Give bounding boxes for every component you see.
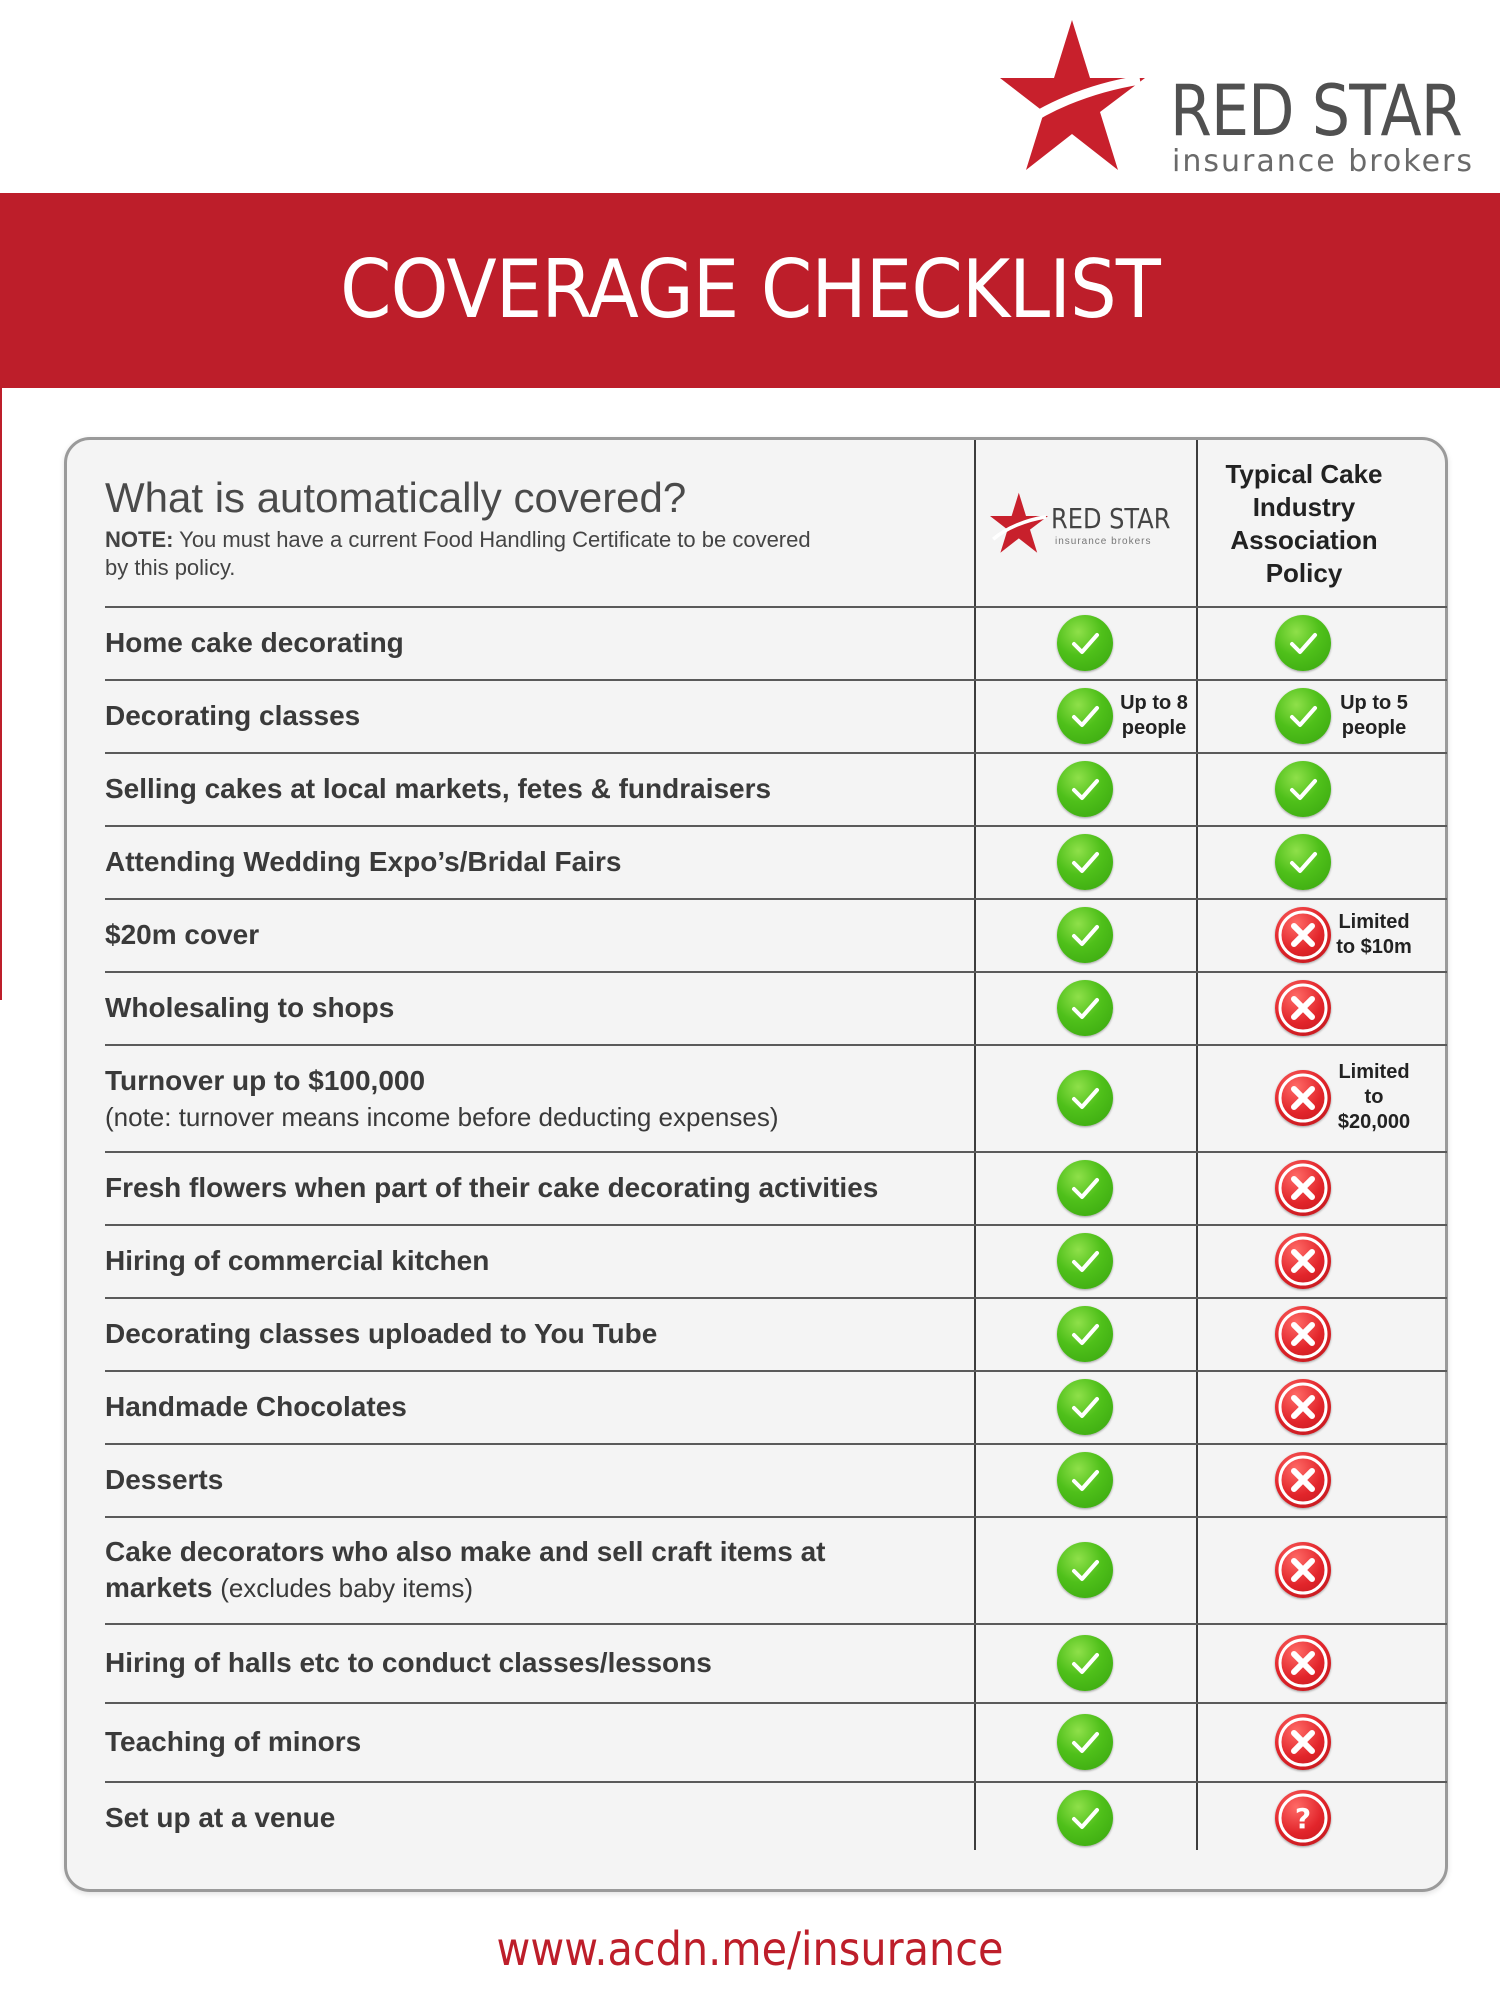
typical-limit-note: Limited to $10m <box>1336 910 1412 958</box>
row-label <box>105 698 985 734</box>
row-label-text: Hiring of halls etc to conduct classes/lessons <box>105 1646 712 1678</box>
check-circle-icon <box>1057 834 1113 890</box>
red-star-logo-icon <box>1000 18 1145 173</box>
row-label <box>105 844 985 880</box>
row-label <box>105 1316 985 1352</box>
row-label <box>105 1724 985 1760</box>
redstar-logo <box>1000 18 1480 178</box>
check-circle-icon <box>1057 1714 1113 1770</box>
row-label-text: $20m cover <box>105 918 260 950</box>
redstar-column-name: RED STAR <box>1051 502 1171 535</box>
typical-policy-column-header: Typical Cake Industry Association Policy <box>1225 459 1383 588</box>
question-circle-icon <box>1275 1790 1331 1846</box>
check-circle-icon <box>1057 1306 1113 1362</box>
row-divider <box>105 825 1447 827</box>
check-circle-icon <box>1057 688 1113 744</box>
row-label-text: Desserts <box>105 1463 224 1495</box>
row-divider <box>105 1151 1447 1153</box>
row-divider <box>105 1443 1447 1445</box>
check-circle-icon <box>1057 1790 1113 1846</box>
row-label-text: Attending Wedding Expo’s/Bridal Fairs <box>105 845 622 877</box>
row-label <box>105 1800 985 1836</box>
row-label-text: Turnover up to $100,000 <box>105 1064 426 1096</box>
row-divider <box>105 1224 1447 1226</box>
logo-brand-name: RED STAR <box>1170 70 1462 152</box>
cross-circle-icon <box>1275 1542 1331 1598</box>
row-divider <box>105 1623 1447 1625</box>
left-accent-line <box>0 388 2 1000</box>
check-circle-icon <box>1275 834 1331 890</box>
row-label-text: Decorating classes <box>105 699 361 731</box>
cross-circle-icon <box>1275 980 1331 1036</box>
row-label-text: Set up at a venue <box>105 1801 336 1833</box>
row-label <box>105 1063 985 1135</box>
row-divider <box>105 1044 1447 1046</box>
redstar-limit-note: Up to 8 people <box>1120 691 1188 739</box>
row-label <box>105 1170 985 1206</box>
check-circle-icon <box>1057 615 1113 671</box>
check-circle-icon <box>1057 1452 1113 1508</box>
row-divider <box>105 606 1447 608</box>
row-label-text: Wholesaling to shops <box>105 991 395 1023</box>
redstar-column-header <box>989 492 1189 562</box>
red-star-column-icon <box>989 492 1049 554</box>
row-label-text: Home cake decorating <box>105 626 404 658</box>
check-circle-icon <box>1057 1635 1113 1691</box>
page-title: COVERAGE CHECKLIST <box>340 243 1160 336</box>
check-circle-icon <box>1057 761 1113 817</box>
column-divider-2 <box>1196 440 1198 1850</box>
svg-text:?: ? <box>1294 1801 1312 1835</box>
row-label-text: Decorating classes uploaded to You Tube <box>105 1317 658 1349</box>
check-circle-icon <box>1057 1379 1113 1435</box>
row-label-text: Cake decorators who also make and sell craft items at markets <box>105 1535 826 1603</box>
check-circle-icon <box>1275 688 1331 744</box>
coverage-table-card <box>64 437 1448 1892</box>
row-label-qualifier: (excludes baby items) <box>220 1572 474 1603</box>
row-label-text: Teaching of minors <box>105 1725 362 1757</box>
row-divider <box>105 971 1447 973</box>
check-circle-icon <box>1275 761 1331 817</box>
row-divider <box>105 1297 1447 1299</box>
cross-circle-icon <box>1275 1070 1331 1126</box>
title-banner <box>0 193 1500 388</box>
row-label-text: Handmade Chocolates <box>105 1390 407 1422</box>
row-label <box>105 917 985 953</box>
row-divider <box>105 1370 1447 1372</box>
table-heading: What is automatically covered? <box>105 474 687 521</box>
row-label <box>105 1534 925 1606</box>
note-prefix: NOTE: <box>105 527 174 552</box>
row-divider <box>105 898 1447 900</box>
check-circle-icon <box>1275 615 1331 671</box>
check-circle-icon <box>1057 1070 1113 1126</box>
typical-limit-note: Limited to $20,000 <box>1337 1060 1411 1133</box>
logo-tagline: insurance brokers <box>1172 144 1475 179</box>
footer-url[interactable]: www.acdn.me/insurance <box>496 1922 1004 1976</box>
row-label <box>105 1462 985 1498</box>
cross-circle-icon <box>1275 1452 1331 1508</box>
row-label-text: Fresh flowers when part of their cake decorating activities <box>105 1171 879 1203</box>
cross-circle-icon <box>1275 1160 1331 1216</box>
check-circle-icon <box>1057 1160 1113 1216</box>
row-divider <box>105 1516 1447 1518</box>
row-divider <box>105 1702 1447 1704</box>
cross-circle-icon <box>1275 1379 1331 1435</box>
check-circle-icon <box>1057 980 1113 1036</box>
cross-circle-icon <box>1275 1635 1331 1691</box>
check-circle-icon <box>1057 1233 1113 1289</box>
row-label <box>105 990 985 1026</box>
cross-circle-icon <box>1275 1306 1331 1362</box>
note-text: You must have a current Food Handling Certificate to be covered by this policy. <box>105 527 811 580</box>
row-label <box>105 771 985 807</box>
cross-circle-icon <box>1275 1233 1331 1289</box>
table-note <box>105 526 825 582</box>
check-circle-icon <box>1057 907 1113 963</box>
row-label-text: Hiring of commercial kitchen <box>105 1244 490 1276</box>
row-divider <box>105 679 1447 681</box>
check-circle-icon <box>1057 1542 1113 1598</box>
cross-circle-icon <box>1275 1714 1331 1770</box>
row-label-subnote: (note: turnover means income before deducting expenses) <box>105 1101 779 1132</box>
row-label <box>105 1389 985 1425</box>
row-divider <box>105 1781 1447 1783</box>
row-label <box>105 1645 985 1681</box>
typical-limit-note: Up to 5 people <box>1340 691 1408 739</box>
redstar-column-tagline: insurance brokers <box>1055 536 1152 547</box>
cross-circle-icon <box>1275 907 1331 963</box>
row-label <box>105 625 985 661</box>
row-label-text: Selling cakes at local markets, fetes & fundraisers <box>105 772 772 804</box>
row-divider <box>105 752 1447 754</box>
row-label <box>105 1243 985 1279</box>
